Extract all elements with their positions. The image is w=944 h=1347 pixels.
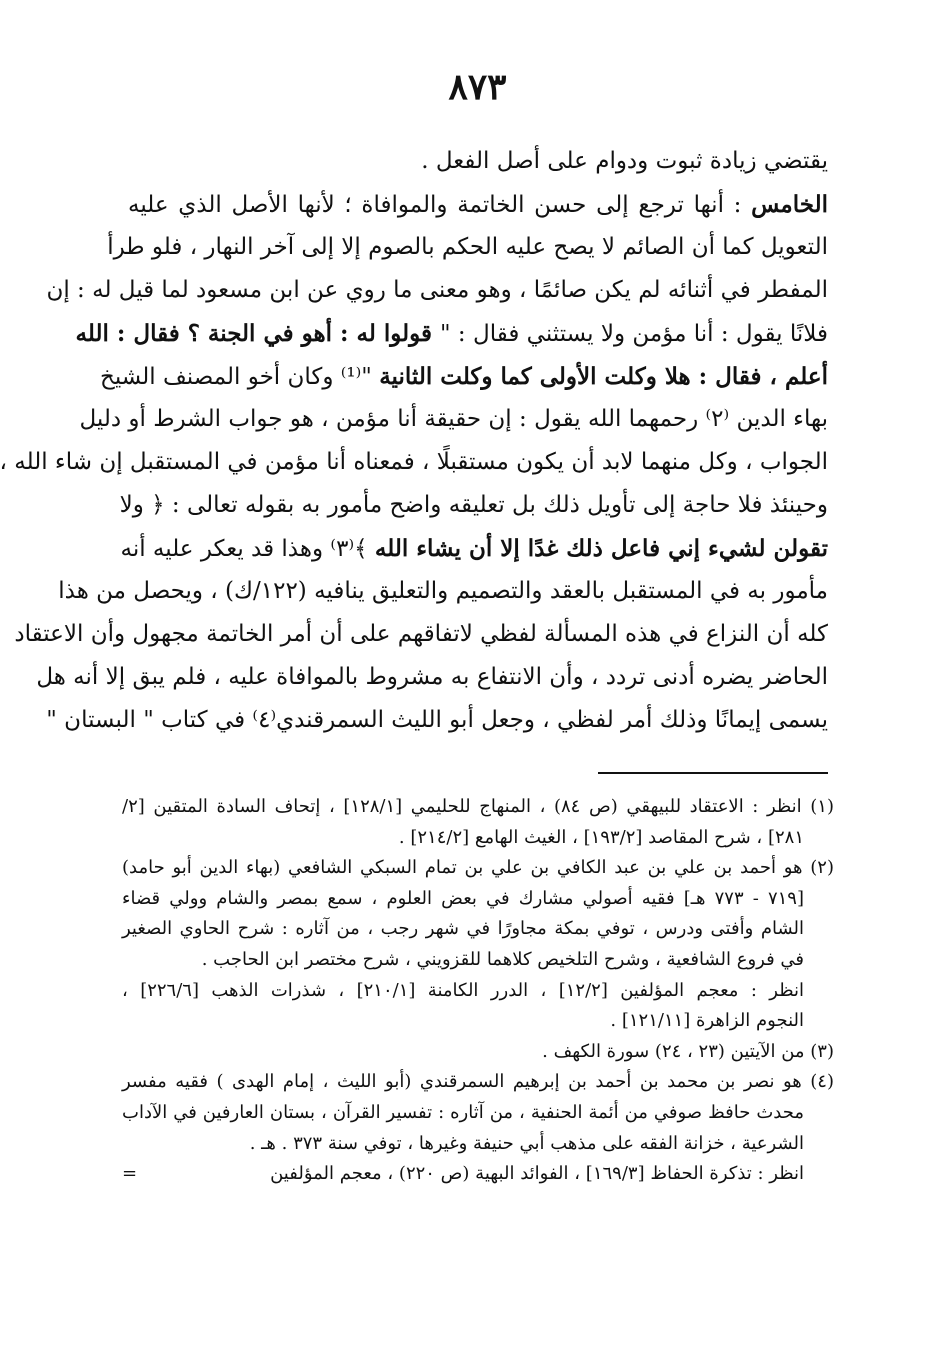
text-line: وحينئذ فلا حاجة إلى تأويل ذلك بل تعليقه واضح مأمور به بقوله تعالى : ﴿ ولا — [119, 492, 828, 518]
text-line: الجواب ، وكل منهما لابد أن يكون مستقبلًا ، فمعناه أنا مؤمن في المستقبل إن شاء الله ، — [0, 449, 828, 475]
footnote-line: (١) انظر : الاعتقاد للبيهقي (ص ٨٤) ، المنهاج للحليمي [١٢٨/١] ، إتحاف السادة المتقين [٢/ — [122, 796, 834, 817]
text-line — [75, 312, 828, 355]
text-line: يسمى إيمانًا وذلك أمر لفظي ، وجعل أبو الليث السمرقندي⁽٤⁾ في كتاب " البستان " — [46, 707, 828, 733]
footnote-line: الشرعية ، خزانة الفقه على مذهب أبي حنيفة وغيرها ، توفي سنة ٣٧٣ . هـ . — [249, 1132, 804, 1154]
quote-bold: أعلم ، فقال : هلا وكلت الأولى كما وكلت الثانية — [379, 363, 828, 390]
footnote-text: انظر : تذكرة الحفاظ [١٦٩/٣] ، الفوائد البهية (ص ٢٢٠) ، معجم المؤلفين — [270, 1163, 804, 1185]
section-heading: الخامس — [751, 191, 828, 218]
footnote-line: ٢٨١] ، شرح المقاصد [١٩٣/٢] ، الغيث الهامع [٢١٤/٢] . — [398, 826, 804, 848]
page-number: ٨٧٣ — [448, 66, 507, 108]
text-line: مأمور به في المستقبل بالعقد والتصميم والتعليق ينافيه (١٢٢/ك) ، ويحصل من هذا — [58, 578, 828, 604]
text-line: كله أن النزاع في هذه المسألة لفظي لاتفاقهم على أن أمر الخاتمة مجهول وأن الاعتقاد — [14, 621, 828, 647]
footnote-separator — [598, 772, 828, 774]
footnote-line: [٧١٩ - ٧٧٣ هـ] فقيه أصولي مشارك في بعض العلوم ، سمع بمصر والشام وولي قضاء — [122, 887, 804, 909]
footnote-line: الشام وأفتى ودرس ، توفي بمكة مجاورًا في شهر رجب ، من آثاره : شرح الحاوي الصغير — [122, 918, 804, 940]
quote-bold: قولوا له : أهو في الجنة ؟ فقال : الله — [75, 320, 441, 347]
footnote-line: (٢) هو أحمد بن علي بن عبد الكافي بن علي بن تمام السبكي الشافعي (بهاء الدين أبو حامد) — [122, 857, 834, 879]
text-span: : أنها ترجع إلى حسن الخاتمة والموافاة ؛ لأنها الأصل الذي عليه — [128, 192, 752, 218]
text-span: ﴾⁽٣⁾ وهذا قد يعكر عليه أنه — [120, 536, 375, 562]
footnote-line — [122, 1159, 834, 1190]
footnote-line: في فروع الشافعية ، وشرح التلخيص كلاهما للقزويني ، شرح مختصر ابن الحاجب . — [201, 948, 804, 970]
footnote-line: (٣) من الآيتين (٢٣ ، ٢٤) سورة الكهف . — [542, 1040, 834, 1062]
continuation-mark: = — [122, 1163, 138, 1185]
text-line: المفطر في أثنائه لم يكن صائمًا ، وهو معنى ما روي عن ابن مسعود لما قيل له : إن — [46, 277, 828, 303]
footnote-line: محدث حافظ صوفي من أئمة الحنفية ، من آثاره : تفسير القرآن ، بستان العارفين في الآداب — [122, 1101, 804, 1123]
footnote-line: النجوم الزاهرة [١٢١/١١] . — [610, 1010, 804, 1032]
footnote-line: انظر : معجم المؤلفين [١٢/٢] ، الدرر الكامنة [٢١٠/١] ، شذرات الذهب [٢٢٦/٦] ، — [122, 979, 804, 1001]
text-line — [128, 183, 828, 226]
main-text — [0, 140, 828, 742]
text-line: يقتضي زيادة ثبوت ودوام على أصل الفعل . — [421, 148, 828, 174]
verse-bold: تقولن لشيء إني فاعل ذلك غدًا إلا أن يشاء الله — [374, 535, 828, 562]
text-line — [120, 527, 828, 570]
text-line — [99, 355, 828, 398]
text-span: فلانًا يقول : أنا مؤمن ولا يستثني فقال : " — [440, 321, 828, 347]
text-line: الحاضر يضره أدنى تردد ، وأن الانتفاع به مشروط بالموافاة عليه ، فلم يبق إلا أنه هل — [36, 664, 828, 690]
text-line: التعويل كما أن الصائم لا يصح عليه الحكم بالصوم إلا إلى آخر النهار ، فلو طرأ — [107, 234, 828, 260]
text-span: "⁽¹⁾ وكان أخو المصنف الشيخ — [99, 364, 380, 390]
footnote-line: (٤) هو نصر بن محمد بن أحمد بن إبرهيم السمرقندي (أبو الليث ، إمام الهدى ) فقيه مفسر — [122, 1071, 834, 1093]
text-line: بهاء الدين ⁽٢⁾ رحمهما الله يقول : إن حقيقة أنا مؤمن ، هو جواب الشرط أو دليل — [79, 406, 828, 432]
footnotes — [122, 792, 834, 1190]
